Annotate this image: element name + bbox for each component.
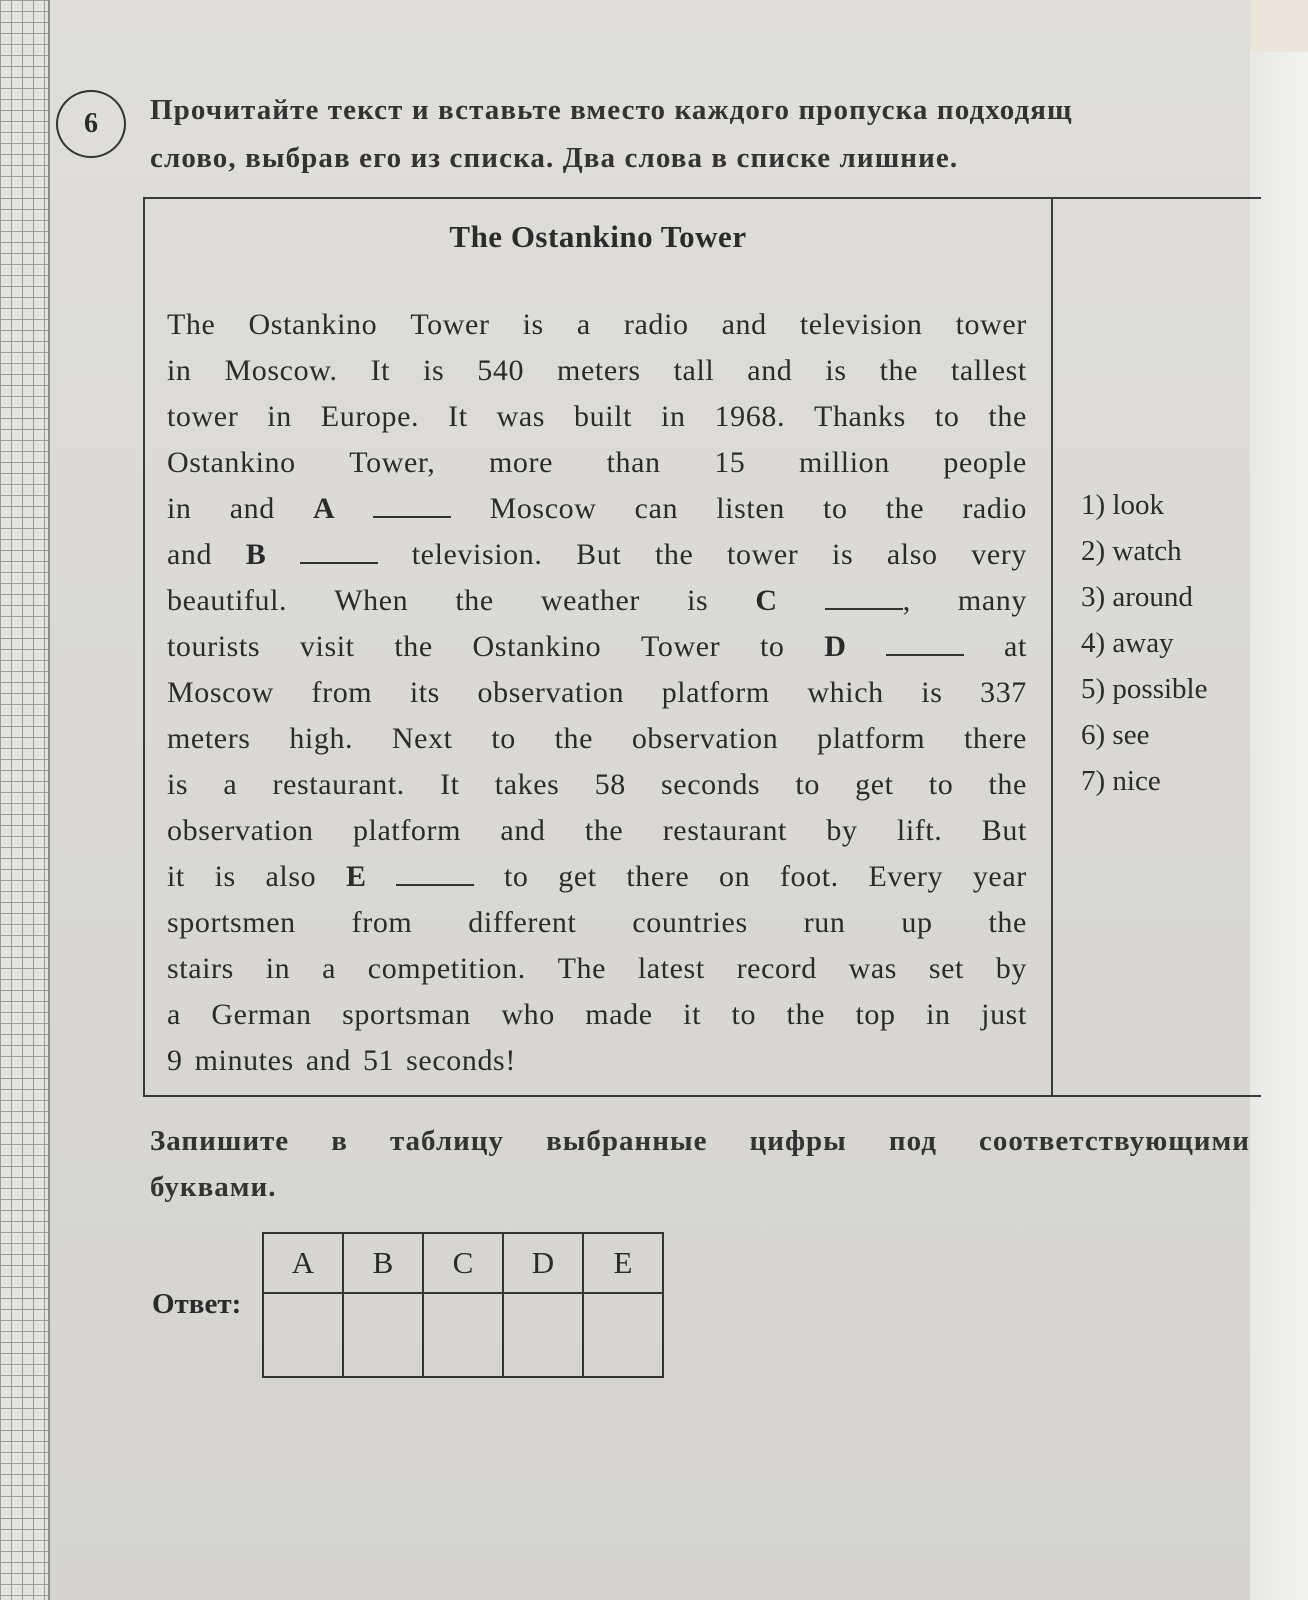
passage-line	[167, 440, 1027, 486]
passage-word: radio	[962, 492, 1027, 525]
passage-word: countries	[632, 906, 748, 939]
passage-word: Tower,	[349, 446, 436, 479]
graph-paper-margin	[0, 0, 50, 1600]
passage-word: a	[167, 998, 181, 1031]
passage-word: a	[322, 952, 336, 985]
passage-line	[167, 716, 1027, 762]
passage-word: was	[496, 400, 546, 433]
instruction-word: таблицу	[389, 1125, 505, 1157]
answer-cell-a[interactable]	[263, 1293, 343, 1377]
gap-letter: B	[245, 538, 267, 571]
passage-word: the	[988, 906, 1027, 939]
passage-word: the	[988, 400, 1027, 433]
passage-word: Europe.	[320, 400, 420, 433]
passage-word: high.	[289, 722, 354, 755]
passage-word: tower	[167, 400, 239, 433]
passage-word: record	[736, 952, 817, 985]
gap-letter: A	[312, 492, 336, 525]
passage-word: is	[687, 584, 709, 617]
gap-letter: C	[755, 584, 778, 617]
passage-word: is	[832, 538, 854, 571]
passage-word: in	[926, 998, 951, 1031]
passage-word: top	[855, 998, 896, 1031]
passage-word: platform	[661, 676, 770, 709]
passage-word: from	[311, 676, 373, 709]
passage-box	[143, 197, 1053, 1097]
passage-word: in	[267, 400, 292, 433]
passage-word: than	[606, 446, 661, 479]
passage-word: and	[167, 538, 213, 571]
passage-word: Moscow	[167, 676, 274, 709]
passage-word: who	[501, 998, 555, 1031]
answer-letter-d: D	[503, 1233, 583, 1293]
passage-line	[167, 394, 1027, 440]
passage-word: listen	[716, 492, 785, 525]
passage-word: there	[626, 860, 690, 893]
passage-word: the	[654, 538, 694, 571]
passage-word: up	[901, 906, 933, 939]
passage-word: to	[759, 630, 785, 663]
passage-word: people	[943, 446, 1027, 479]
passage-word: seconds!	[406, 1044, 516, 1077]
task-instruction	[150, 86, 1240, 182]
passage-word: get	[855, 768, 894, 801]
passage-line	[167, 946, 1027, 992]
gap-blank[interactable]	[373, 486, 451, 532]
passage-word: stairs	[167, 952, 234, 985]
word-options	[1081, 482, 1207, 804]
task-number-badge	[56, 90, 126, 158]
word-option: 1) look	[1081, 489, 1164, 521]
word-option: 4) away	[1081, 627, 1174, 659]
passage-word: 1968.	[714, 400, 786, 433]
instruction-word: в	[331, 1125, 348, 1157]
passage-word: many	[957, 584, 1027, 617]
passage-word: the	[786, 998, 825, 1031]
passage-word: minutes	[194, 1044, 294, 1077]
passage-word: to	[795, 768, 820, 801]
passage-word: the	[455, 584, 494, 617]
passage-word: which	[807, 676, 884, 709]
passage-word: Tower	[410, 308, 490, 341]
passage-word: weather	[540, 584, 640, 617]
passage-line	[167, 854, 1027, 900]
gap-letter: D	[824, 630, 847, 663]
passage-word: to	[928, 768, 954, 801]
passage-line	[167, 302, 1027, 348]
passage-word: lift.	[896, 814, 943, 847]
instruction-word: цифры	[749, 1125, 847, 1157]
passage-word: tower	[955, 308, 1027, 341]
answer-letter-a: A	[263, 1233, 343, 1293]
passage-word: Ostankino	[472, 630, 602, 663]
passage-text	[167, 302, 1027, 1084]
passage-word: is	[921, 676, 943, 709]
passage-word: was	[848, 952, 898, 985]
passage-word: visit	[299, 630, 355, 663]
passage-word: platform	[817, 722, 926, 755]
gap-blank[interactable]: ,	[825, 578, 911, 624]
passage-word: it	[683, 998, 702, 1031]
instruction-line: слово, выбрав его из списка. Два слова в списке лишние.	[150, 142, 959, 174]
passage-word: foot.	[779, 860, 839, 893]
passage-word: run	[803, 906, 846, 939]
passage-word: observation	[167, 814, 314, 847]
passage-word: a	[576, 308, 591, 341]
passage-word: restaurant	[662, 814, 787, 847]
passage-line	[167, 900, 1027, 946]
passage-word: to	[731, 998, 757, 1031]
passage-word: the	[394, 630, 433, 663]
passage-word: television	[799, 308, 923, 341]
gap-blank[interactable]	[886, 624, 964, 670]
passage-word: The	[167, 308, 216, 341]
passage-word: and	[305, 1044, 351, 1077]
passage-word: observation	[477, 676, 625, 709]
write-instruction-line: буквами.	[150, 1171, 277, 1203]
passage-word: get	[558, 860, 597, 893]
passage-word: restaurant.	[272, 768, 405, 801]
passage-word: also	[265, 860, 317, 893]
passage-word: in	[265, 952, 291, 985]
passage-line	[167, 348, 1027, 394]
word-option: 6) see	[1081, 719, 1150, 751]
passage-word: Moscow.	[224, 354, 338, 387]
passage-word: million	[798, 446, 890, 479]
gap-blank[interactable]	[300, 532, 378, 578]
passage-word: sportsmen	[167, 906, 296, 939]
passage-word: Ostankino	[167, 446, 296, 479]
passage-word: radio	[623, 308, 689, 341]
passage-word: to	[491, 722, 516, 755]
passage-word: is	[167, 768, 189, 801]
answer-cell-d[interactable]	[503, 1293, 583, 1377]
passage-word: It	[448, 400, 468, 433]
instruction-word: под	[888, 1125, 937, 1157]
passage-word: tallest	[951, 354, 1027, 387]
instruction-line: Прочитайте текст и вставьте вместо каждого пропуска подходящ	[150, 94, 1073, 126]
passage-word: to	[823, 492, 848, 525]
word-option: 2) watch	[1081, 535, 1182, 567]
passage-word: competition.	[367, 952, 526, 985]
word-option: 7) nice	[1081, 765, 1161, 797]
passage-word: different	[468, 906, 577, 939]
answer-table	[262, 1232, 664, 1378]
passage-word: 337	[980, 676, 1027, 709]
passage-line	[167, 532, 1027, 578]
passage-word: takes	[494, 768, 560, 801]
passage-word: and	[721, 308, 767, 341]
answer-header-row	[263, 1233, 663, 1293]
answer-letter-e: E	[583, 1233, 663, 1293]
passage-word: 58	[594, 768, 626, 801]
answer-cell-e[interactable]	[583, 1293, 663, 1377]
passage-word: 9	[167, 1044, 183, 1077]
passage-word: tall	[673, 354, 715, 387]
task-number: 6	[84, 108, 98, 139]
passage-word: to	[934, 400, 960, 433]
passage-word: The	[557, 952, 607, 985]
word-option: 3) around	[1081, 581, 1193, 613]
passage-word: It	[370, 354, 391, 387]
passage-word: latest	[637, 952, 705, 985]
gap-letter: E	[345, 860, 367, 893]
passage-word: in	[167, 492, 192, 525]
passage-word: is	[423, 354, 445, 387]
passage-word: 540	[477, 354, 525, 387]
passage-word: Thanks	[814, 400, 906, 433]
passage-word: the	[885, 492, 925, 525]
answer-letter-c: C	[423, 1233, 503, 1293]
passage-word: is	[825, 354, 847, 387]
passage-word: just	[981, 998, 1027, 1031]
passage-word: and	[229, 492, 275, 525]
passage-word: the	[554, 722, 594, 755]
passage-word: and	[500, 814, 546, 847]
passage-word: more	[488, 446, 554, 479]
passage-word: built	[574, 400, 633, 433]
passage-line	[167, 670, 1027, 716]
passage-word: When	[334, 584, 409, 617]
passage-word: set	[928, 952, 964, 985]
passage-word: there	[963, 722, 1027, 755]
passage-word: meters	[557, 354, 641, 387]
answer-cell-c[interactable]	[423, 1293, 503, 1377]
passage-title: The Ostankino Tower	[449, 219, 747, 254]
passage-word: can	[634, 492, 679, 525]
passage-word: it	[167, 860, 185, 893]
answer-values-row	[263, 1293, 663, 1377]
passage-word: beautiful.	[167, 584, 288, 617]
passage-line	[167, 1038, 1027, 1084]
passage-word: seconds	[661, 768, 761, 801]
passage-word: on	[719, 860, 751, 893]
passage-line	[167, 624, 1027, 670]
instruction-word: соответствующими	[978, 1125, 1250, 1157]
passage-line	[167, 762, 1027, 808]
instruction-word: Запишите	[150, 1125, 290, 1157]
passage-word: meters	[167, 722, 251, 755]
write-instruction-line	[150, 1118, 1250, 1164]
passage-word: German	[211, 998, 312, 1031]
instruction-word: выбранные	[546, 1125, 708, 1157]
passage-word: in	[661, 400, 686, 433]
passage-word: from	[351, 906, 413, 939]
passage-word: Ostankino	[248, 308, 378, 341]
passage-word: 15	[714, 446, 746, 479]
passage-word: Next	[391, 722, 453, 755]
passage-word: is	[214, 860, 236, 893]
write-instruction	[150, 1118, 1250, 1210]
passage-word: But	[981, 814, 1027, 847]
passage-word: television.	[411, 538, 543, 571]
answer-letter-b: B	[343, 1233, 423, 1293]
passage-word: the	[879, 354, 919, 387]
passage-line	[167, 808, 1027, 854]
gap-blank[interactable]	[396, 854, 474, 900]
passage-line	[167, 486, 1027, 532]
passage-word: in	[167, 354, 192, 387]
passage-word: very	[971, 538, 1027, 571]
passage-word: tower	[727, 538, 799, 571]
passage-word: Every	[868, 860, 944, 893]
word-list-box	[1051, 197, 1261, 1097]
passage-word: observation	[631, 722, 779, 755]
passage-word: by	[995, 952, 1027, 985]
passage-word: Moscow	[489, 492, 597, 525]
passage-word: 51	[362, 1044, 395, 1077]
passage-word: tourists	[167, 630, 261, 663]
passage-word: the	[584, 814, 624, 847]
passage-word: by	[826, 814, 858, 847]
passage-word: to	[503, 860, 529, 893]
answer-label: Ответ:	[152, 1288, 242, 1320]
passage-word: and	[747, 354, 793, 387]
passage-word: It	[440, 768, 460, 801]
passage-word: is	[522, 308, 544, 341]
passage-word: a	[223, 768, 238, 801]
passage-word: its	[409, 676, 440, 709]
passage-word: year	[972, 860, 1027, 893]
passage-line	[167, 578, 1027, 624]
passage-word: also	[886, 538, 938, 571]
answer-cell-b[interactable]	[343, 1293, 423, 1377]
passage-word: sportsman	[342, 998, 471, 1031]
passage-word: made	[585, 998, 653, 1031]
passage-word: Tower	[641, 630, 721, 663]
passage-word: the	[988, 768, 1027, 801]
word-option: 5) possible	[1081, 673, 1208, 705]
passage-line	[167, 992, 1027, 1038]
passage-word: at	[1004, 630, 1027, 663]
passage-word: But	[576, 538, 622, 571]
passage-word: platform	[352, 814, 462, 847]
